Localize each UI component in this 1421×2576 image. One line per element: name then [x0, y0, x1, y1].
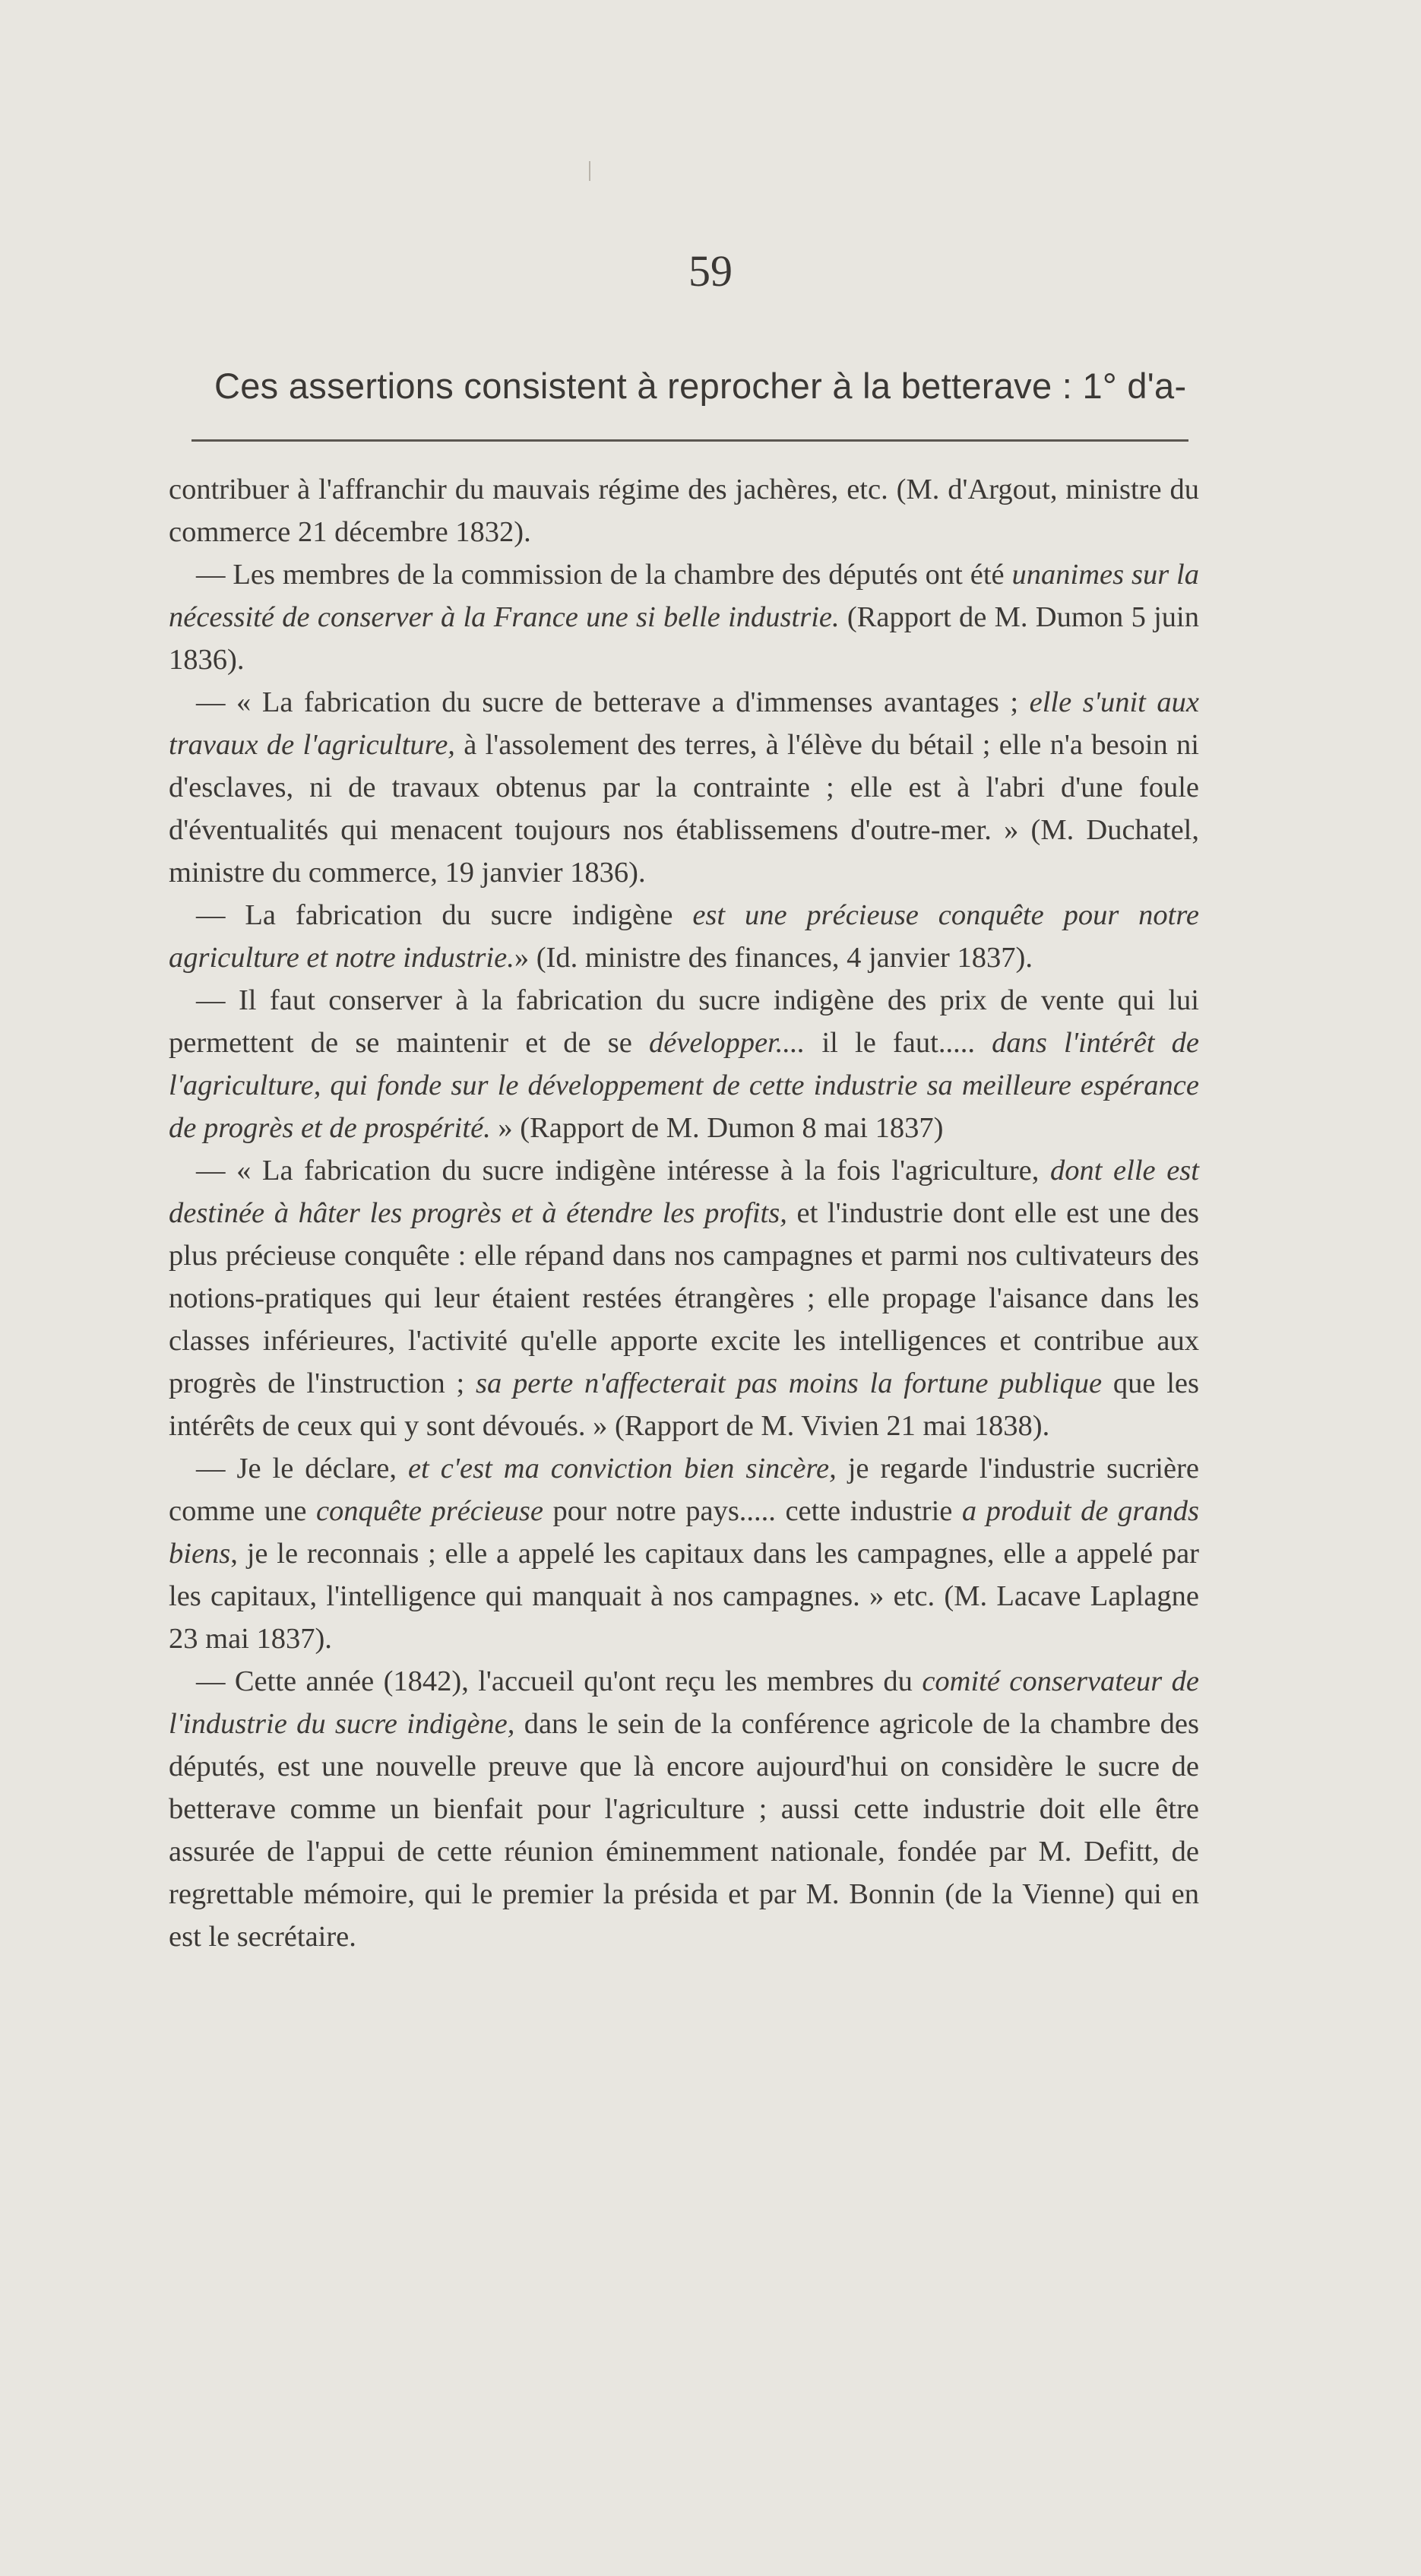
paragraph — [169, 979, 1199, 1149]
body-text — [169, 468, 1199, 1958]
italic-run: conquête précieuse — [315, 1495, 543, 1527]
text-run: » (Id. ministre des finances, 4 janvier 1837). — [514, 942, 1033, 974]
italic-run: et c'est ma conviction bien sincère, — [407, 1453, 837, 1484]
margin-mark — [589, 161, 590, 181]
italic-run: dans l'intérêt de l'agriculture, qui fonde sur le développement de cette industrie sa meilleure espérance de progrès et de prospérité. — [169, 1027, 1199, 1144]
italic-run: comité conservateur de l'industrie du sucre indigène, — [169, 1665, 1199, 1740]
text-run: il le faut..... — [805, 1027, 992, 1059]
italic-run: sa perte n'affecterait pas moins la fortune publique — [476, 1367, 1103, 1399]
italic-run: unanimes sur la nécessité de conserver à la France une si belle industrie. — [169, 559, 1200, 633]
text-run: dans le sein de la conférence agricole de la chambre des députés, est une nouvelle preuve que là encore aujourd'hui on considère le sucre de betterave comme un bienfait pour l'agriculture ; aussi cette industrie doit elle être assurée de l'appui de cette réunion éminemment nationale, fondée par M. Defitt, de regrettable mémoire, qui le premier la présida et par M. Bonnin (de la Vienne) qui en est le secrétaire. — [169, 1708, 1199, 1953]
page-number: 59 — [688, 246, 733, 296]
paragraph — [169, 894, 1199, 979]
paragraph — [169, 1149, 1199, 1447]
text-run: , je le reconnais ; elle a appelé les capitaux dans les campagnes, elle a appelé par les capitaux, l'intelligence qui manquait à nos campagnes. » etc. (M. Lacave Laplagne 23 mai 1837). — [169, 1538, 1199, 1655]
text-run: — Cette année (1842), l'accueil qu'ont reçu les membres du — [196, 1665, 923, 1697]
text-run: — « La fabrication du sucre de betterave a d'immenses avantages ; — [196, 686, 1030, 718]
text-run: contribuer à l'affranchir du mauvais régime des jachères, etc. (M. d'Argout, ministre du commerce 21 décembre 1832). — [169, 474, 1199, 548]
italic-run: a produit de grands biens — [169, 1495, 1199, 1570]
text-run: — Je le déclare, — [196, 1453, 408, 1484]
text-run: — Il faut conserver à la fabrication du sucre indigène des prix de vente qui lui permettent de se maintenir et de se — [169, 984, 1199, 1059]
text-run: — « La fabrication du sucre indigène intéresse à la fois l'agriculture, — [196, 1155, 1050, 1187]
text-run: — Les membres de la commission de la chambre des députés ont été — [196, 559, 1012, 591]
paragraph — [169, 1660, 1199, 1958]
italic-run: elle s'unit aux travaux de l'agriculture, — [169, 686, 1199, 761]
header-line: Ces assertions consistent à reprocher à la betterave : 1° d'a- — [214, 366, 1187, 406]
text-run: à l'assolement des terres, à l'élève du bétail ; elle n'a besoin ni d'esclaves, ni de travaux obtenus par la contrainte ; elle est à l'abri d'une foule d'éventualités qui menacent toujours nos établissemens d'outre-mer. » (M. Duchatel, ministre du commerce, 19 janvier 1836). — [169, 729, 1199, 889]
text-run: que les intérêts de ceux qui y sont dévoués. » (Rapport de M. Vivien 21 mai 1838). — [169, 1367, 1199, 1442]
text-run: » (Rapport de M. Dumon 8 mai 1837) — [490, 1112, 944, 1144]
text-run: (Rapport de M. Dumon 5 juin 1836). — [169, 601, 1199, 676]
horizontal-rule — [191, 439, 1188, 442]
paragraph — [169, 1447, 1199, 1660]
paragraph — [169, 553, 1199, 681]
text-run: et l'industrie dont elle est une des plus précieuse conquête : elle répand dans nos campagnes et parmi nos cultivateurs des notions-pratiques qui leur étaient restées étrangères ; elle propage l'aisance dans les classes inférieures, l'activité qu'elle apporte excite les intelligences et contribue aux progrès de l'instruction ; — [169, 1197, 1200, 1399]
paragraph — [169, 681, 1199, 894]
text-run: pour notre pays..... cette industrie — [543, 1495, 962, 1527]
italic-run: développer.... — [649, 1027, 805, 1059]
text-run: — La fabrication du sucre indigène — [196, 899, 693, 931]
italic-run: dont elle est destinée à hâter les progrès et à étendre les profits, — [169, 1155, 1199, 1229]
text-run: je regarde l'industrie sucrière comme une — [169, 1453, 1199, 1527]
italic-run: est une précieuse conquête pour notre agriculture et notre industrie. — [169, 899, 1200, 974]
paragraph — [169, 468, 1199, 553]
